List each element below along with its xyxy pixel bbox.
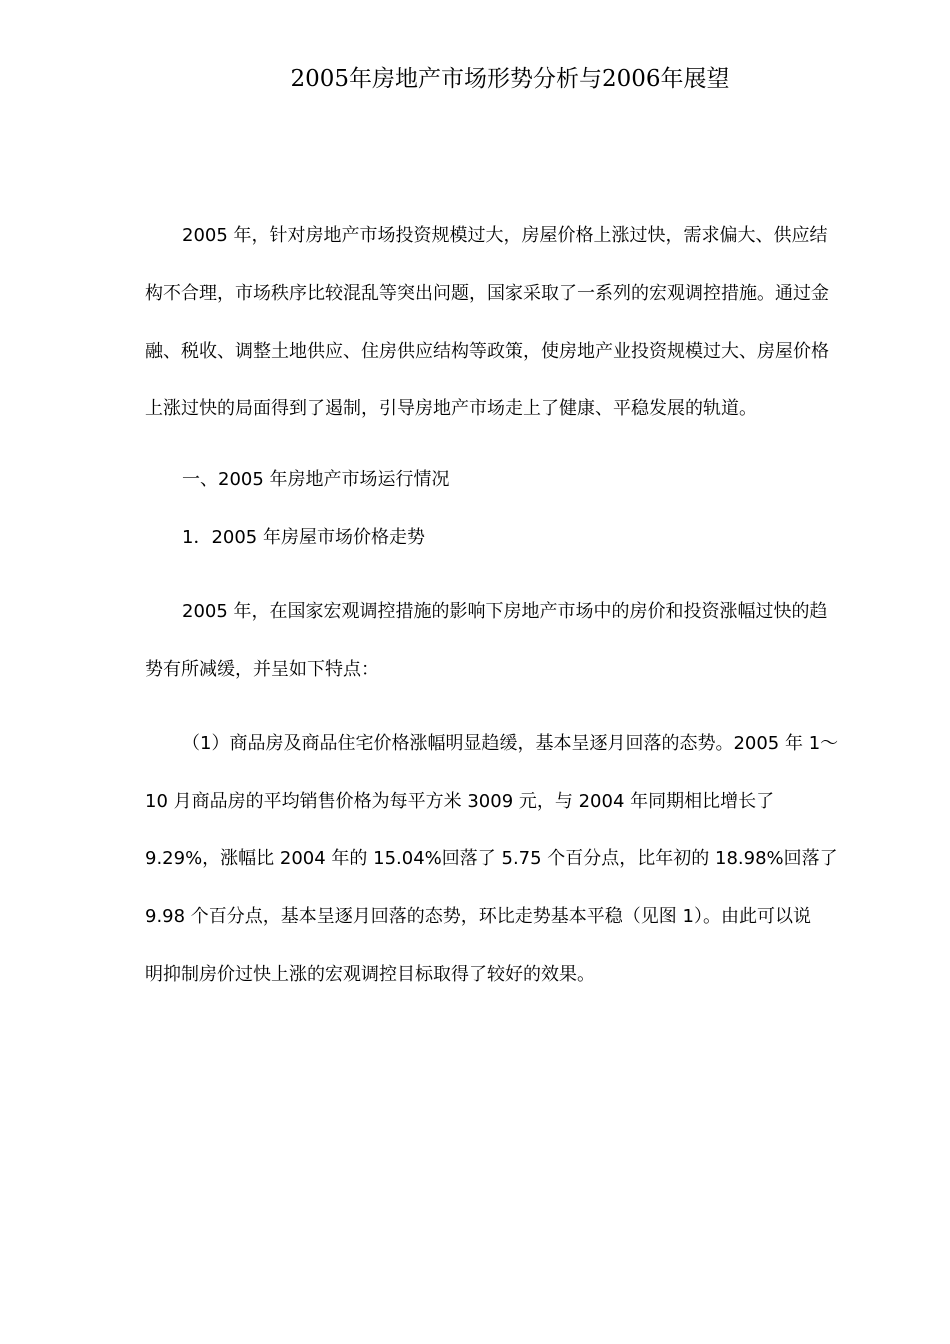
subsection-heading: 1．2005 年房屋市场价格走势 xyxy=(182,527,425,548)
point1-paragraph-line: 9.98 个百分点，基本呈逐月回落的态势，环比走势基本平稳（见图 1）。由此可以说 xyxy=(145,906,811,927)
point1-paragraph-line: 明抑制房价过快上涨的宏观调控目标取得了较好的效果。 xyxy=(145,964,595,985)
point1-paragraph-line: 10 月商品房的平均销售价格为每平方米 3009 元，与 2004 年同期相比增长了 xyxy=(145,791,775,812)
point1-paragraph-line: 9.29%，涨幅比 2004 年的 15.04%回落了 5.75 个百分点，比年初的 18.98%回落了 xyxy=(145,848,838,869)
trend-paragraph-line: 2005 年，在国家宏观调控措施的影响下房地产市场中的房价和投资涨幅过快的趋 xyxy=(182,601,828,622)
document-title: 2005年房地产市场形势分析与2006年展望 xyxy=(290,66,730,92)
intro-paragraph-line: 上涨过快的局面得到了遏制，引导房地产市场走上了健康、平稳发展的轨道。 xyxy=(145,398,757,419)
point1-paragraph-line: （1）商品房及商品住宅价格涨幅明显趋缓，基本呈逐月回落的态势。2005 年 1～ xyxy=(182,733,839,754)
intro-paragraph-line: 2005 年，针对房地产市场投资规模过大，房屋价格上涨过快，需求偏大、供应结 xyxy=(182,225,828,246)
trend-paragraph-line: 势有所减缓，并呈如下特点： xyxy=(145,659,379,680)
intro-paragraph-line: 构不合理，市场秩序比较混乱等突出问题，国家采取了一系列的宏观调控措施。通过金 xyxy=(145,283,829,304)
section-heading: 一、2005 年房地产市场运行情况 xyxy=(182,469,450,490)
intro-paragraph-line: 融、税收、调整土地供应、住房供应结构等政策，使房地产业投资规模过大、房屋价格 xyxy=(145,341,829,362)
